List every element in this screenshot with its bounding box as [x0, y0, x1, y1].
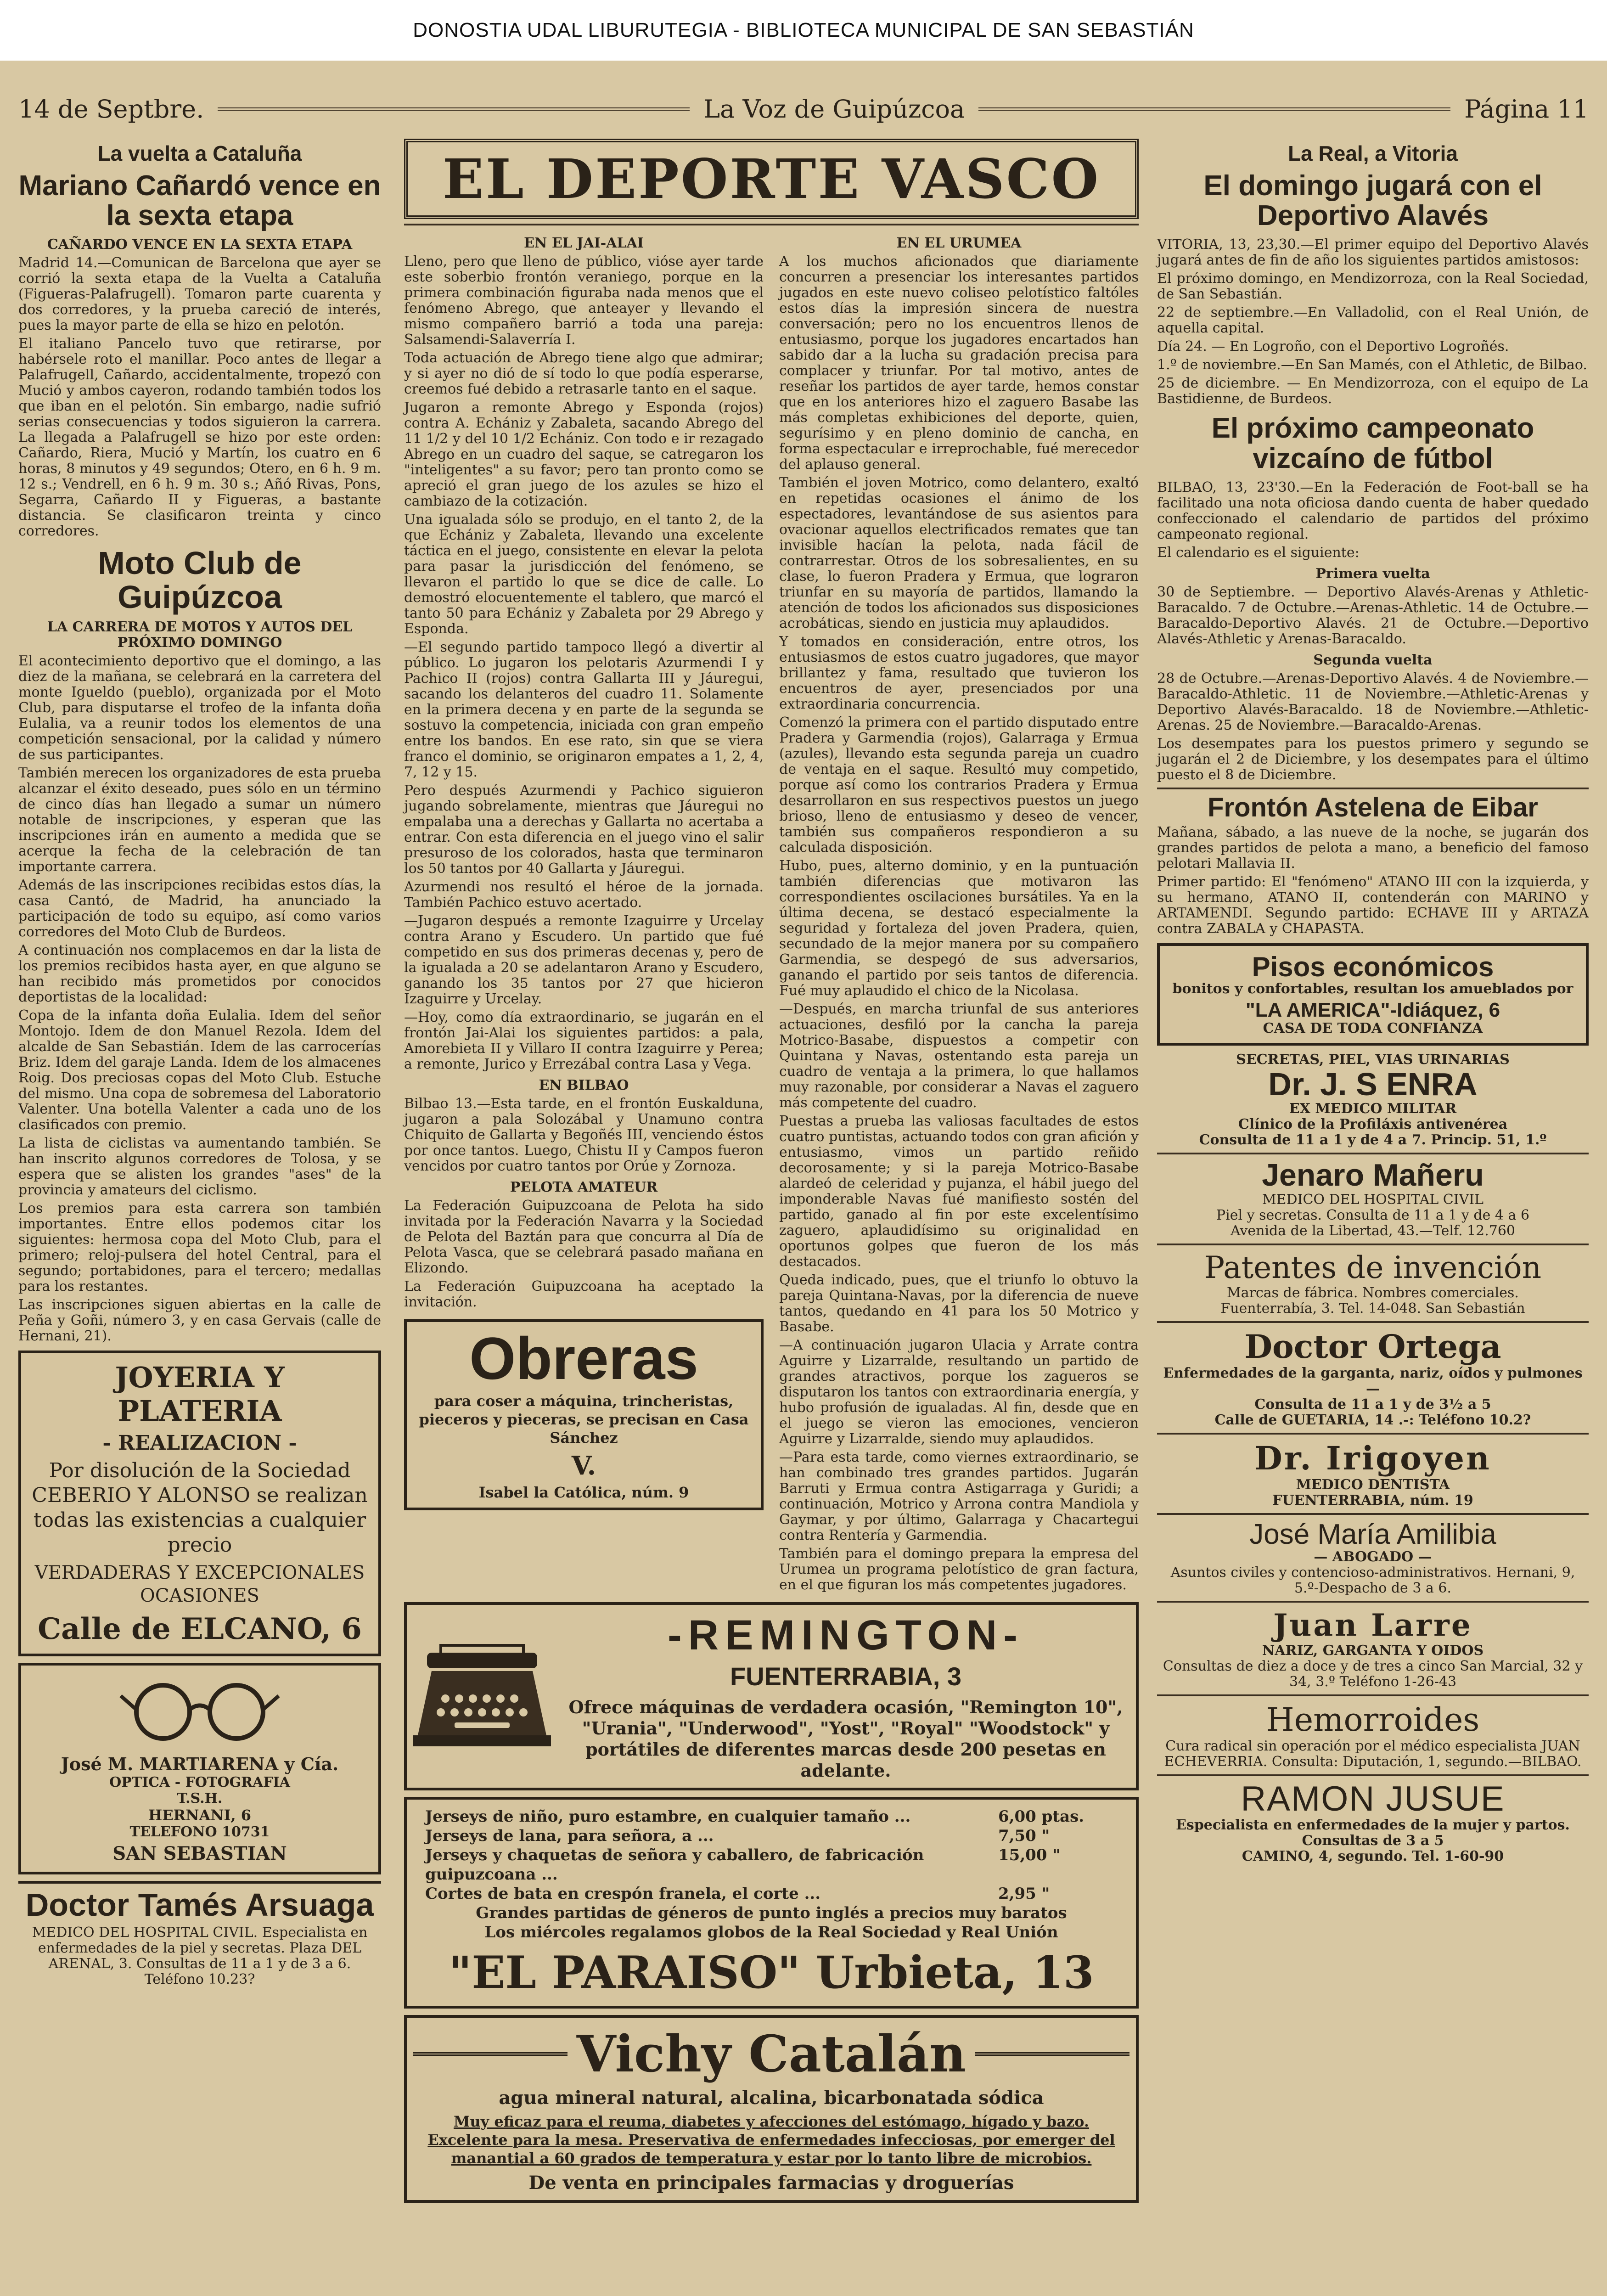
ortega-line: Calle de GUETARIA, 14 .-: Teléfono 10.2? — [1214, 1412, 1531, 1428]
header-date: 14 de Septbre. — [18, 94, 204, 124]
price-row — [425, 1807, 1118, 1826]
patentes-line: Marcas de fábrica. Nombres comerciales. — [1227, 1284, 1519, 1301]
vizcaino-paragraph: El calendario es el siguiente: — [1157, 544, 1360, 561]
remington-ad — [404, 1602, 1139, 1790]
enra-hours: Consulta de 11 a 1 y de 4 a 7. Princip. 51, 1.º — [1199, 1132, 1547, 1148]
bilbao-subhead: EN BILBAO — [539, 1077, 629, 1093]
amilibia-ad — [1157, 1519, 1589, 1596]
vichy-line: Excelente para la mesa. Preservativa de enfermedades infecciosas, por emerger del manantial a 60 grados de temperatura y estar por lo tanto libre de microbios. — [427, 2131, 1115, 2167]
urumea-paragraph: También el joven Motrico, como delantero, exaltó en repetidas ocasiones el ánimo de los espectadores, levantándose de sus asientos para ovacionar aquellos electrificados remates que tan invisible hacían la pelota, nada fácil de contrarrestar. Otros de los sobresalientes, en su clase, lo fueron Pradera y Ermua, que lograron triunfar en su mayoría de partidos, llamando la atención de todos los aficionados sus disposiciones acrobáticas, siendo en justicia muy aplaudidos. — [779, 475, 1139, 631]
ortega-line: Enfermedades de la garganta, nariz, oídos y pulmones — — [1163, 1365, 1583, 1397]
urumea-paragraph: Y tomados en consideración, entre otros, los entusiasmos de estos cuatro jugadores, que mayor brillantez y fama, resultado que tuvieron los encuentros de ayer, presenciados por una extraordinaria concurrencia. — [779, 634, 1139, 712]
jai-alai-paragraph: Una igualada sólo se produjo, en el tanto 2, de la que Echániz y Zabaleta, llevando una excelente táctica en el juego, consistente en elevar la pelota para pasar la jurisdicción del fenómeno, se llevaron el partido lo que se dice de calle. Lo demostró elocuentemente el tablero, que marcó el tanto 50 para Echániz y Zabaleta por 29 Abrego y Esponda. — [404, 512, 764, 637]
maneru-line: Avenida de la Libertad, 43.—Telf. 12.760 — [1230, 1222, 1516, 1239]
real-title: El domingo jugará con el Deportivo Alavés — [1203, 170, 1542, 232]
moto-paragraph: Los premios para esta carrera son también importantes. Entre ellos podemos citar los siguientes: hermosa copa del Moto Club, para el primero; reloj-pulsera del hotel Central, para el segundo; portabidones, para el tercero; medallas para los restantes. — [18, 1200, 381, 1295]
header-rule — [218, 107, 690, 111]
obreras-title: Obreras — [469, 1325, 698, 1392]
joyeria-title: JOYERIA Y PLATERIA — [115, 1361, 285, 1428]
maneru-line: Piel y secretas. Consulta de 11 a 1 y de 4 a 6 — [1216, 1207, 1530, 1223]
maneru-name: Jenaro Mañeru — [1262, 1158, 1484, 1193]
urumea-paragraph: A los muchos aficionados que diariamente concurren a presenciar los interesantes partidos jugados en este nuevo coliseo pelotístico faltóles estos días la impresión sincera de nuestra conversación; pero no los encuentros llenos de entusiasmo, porque los jugadores encartados han sabido dar a la lucha su gradación precisa para complacer y triunfar. Por tal motivo, antes de reseñar los partidos de ayer tarde, hemos constar que en los anteriores hizo el zaguero Basabe las más completas exhibiciones del deporte, quien, segurísimo y en pleno dominio de cancha, en forma espectacular e irreprochable, fué merecedor del aplauso general. — [779, 253, 1139, 473]
optica-trade: OPTICA - FOTOGRAFIA — [109, 1774, 290, 1791]
bilbao-paragraph: Bilbao 13.—Esta tarde, en el frontón Euskalduna, jugaron a pala Solozábal y Unamuno contra Chiquito de Gallarta y Begoñés III, venciendo éstos por once tantos. Luego, Chistu II y Campos fueron vencidos por cuatro tantos por Orúe y Zornoza. — [404, 1096, 764, 1174]
eibar-title: Frontón Astelena de Eibar — [1208, 792, 1538, 822]
jai-alai-paragraph: Toda actuación de Abrego tiene algo que admirar; y si ayer no dió de sí todo lo que podía esperarse, creemos fué debido a retrasarle tanto en el saque. — [404, 350, 764, 397]
vizcaino-paragraph: BILBAO, 13, 23'30.—En la Federación de Foot-ball se ha facilitado una nota oficiosa dando cuenta de haber quedado confeccionado el calendario de partidos del próximo campeonato regional. — [1157, 479, 1589, 542]
vichy-line: Muy eficaz para el reuma, diabetes y afecciones del estómago, hígado y bazo. — [453, 2113, 1090, 2130]
divider — [1157, 1513, 1589, 1515]
jai-alai-paragraph: Jugaron a remonte Abrego y Esponda (rojos) contra A. Echániz y Zabaleta, sacando Abrego del 11 1/2 y del 10 1/2 Echániz. Con todo e ir rezagado Abrego en un cuadro del saque, se catregaron los "inteligentes" a su favor; pero tan pronto como se apreció el gran juego de los azules se hizo el cambiazo de la cotización. — [404, 400, 764, 509]
price-item: Jerseys de niño, puro estambre, en cualquier tamaño ... — [425, 1807, 911, 1826]
hemorroides-ad — [1157, 1701, 1589, 1770]
vichy-ad — [404, 2015, 1139, 2203]
pisos-ad — [1157, 943, 1589, 1046]
moto-paragraph: Además de las inscripciones recibidas estos días, la casa Cantó, de Madrid, ha anunciado la participación de todo su equipo, así como varios corredores del Moto Club de Burdeos. — [18, 877, 381, 940]
irigoyen-ad — [1157, 1439, 1589, 1508]
maneru-line: MEDICO DEL HOSPITAL CIVIL — [1262, 1191, 1484, 1208]
moto-paragraph: A continuación nos complacemos en dar la lista de los premios recibidos hasta ayer, en que alguno se han recibido más prometidos por conocidos deportistas de la localidad: — [18, 942, 381, 1006]
amateur-paragraph: La Federación Guipuzcoana ha aceptado la invitación. — [404, 1278, 764, 1310]
urumea-paragraph: Comenzó la primera con el partido disputado entre Pradera y Garmendia (rojos), Galarraga y Ermua (azules), llevando esta segunda pareja un cuadro de ventaja en el saque. Resultó muy competido, porque así como los contrarios Pradera y Ermua desarrollaron en sus respectivos puestos un juego brioso, lleno de entusiasmo y deseo de vencer, también sus compañeros respondieron a su calculada disposición. — [779, 715, 1139, 855]
price-row — [425, 1846, 1118, 1884]
vizcaino-fixtures: 30 de Septiembre. — Deportivo Alavés-Arenas y Athletic-Baracaldo. 7 de Octubre.—Arenas-Athletic. 14 de Octubre.—Baracaldo-Deportivo Alavés. 21 de Octubre.—Deportivo Alavés-Athletic y Arenas-Baracaldo. — [1157, 584, 1589, 647]
pisos-name: "LA AMERICA"-Idiáquez, 6 — [1245, 998, 1500, 1021]
maneru-ad — [1157, 1159, 1589, 1238]
pisos-body: bonitos y confortables, resultan los amueblados por — [1172, 980, 1573, 997]
urumea-paragraph: Puestas a prueba las valiosas facultades de estos cuatro puntistas, actuando todos con gran afición y entusiasmo, vimos un partido reñido decorosamente; y si la pareja Motrico-Basabe alardeó de celeridad y pujanza, el hábil juego del imponderable Navas fué manifiesto sostén del partido, ganado al fin por este excelentísimo zaguero, aplaudidísimo su originalidad en oportunos golpes que fueron de los más destacados. — [779, 1113, 1139, 1270]
urumea-paragraph: Queda indicado, pues, que el triunfo lo obtuvo la pareja Quintana-Navas, por la diferencia de nueve tantos, quedando en 41 para los 50 Motrico y Basabe. — [779, 1272, 1139, 1335]
vizcaino-subhead: Segunda vuelta — [1313, 652, 1433, 668]
joyeria-subtitle: - REALIZACION - — [102, 1431, 297, 1455]
paraiso-gift: Los miércoles regalamos globos de la Real Sociedad y Real Unión — [484, 1923, 1058, 1941]
jusue-ad — [1157, 1781, 1589, 1864]
real-paragraph: 22 de septiembre.—En Valladolid, con el Real Unión, de aquella capital. — [1157, 304, 1589, 337]
divider — [975, 2052, 1129, 2056]
price-row — [425, 1884, 1118, 1903]
amateur-paragraph: La Federación Guipuzcoana de Pelota ha sido invitada por la Federación Navarra y la Sociedad de Pelota del Baztán para que concurra al Día de Pelota Vasca, que se celebrará pasado mañana en Elizondo. — [404, 1198, 764, 1276]
tames-text: MEDICO DEL HOSPITAL CIVIL. Especialista en enfermedades de la piel y secretas. Plaza DEL ARENAL, 3. Consultas de 11 a 1 y de 3 a 6. Teléfono 10.23? — [32, 1924, 368, 1987]
optica-phone: TELEFONO 10731 — [129, 1824, 270, 1840]
moto-paragraph: La lista de ciclistas va aumentando también. Se han inscrito algunos corredores de Tolosa, y se espera que se alisten los grandes "ases" de la provincia y amateurs del ciclismo. — [18, 1135, 381, 1199]
urumea-paragraph: —Después, en marcha triunfal de sus anteriores actuaciones, desfiló por la cancha la pareja Motrico-Basabe, dispuestos a competir con Quintana y Navas, ostentando esta pareja un cuadro de ventaja a la primera, lo que hallamos muy razonable, por considerar a Navas el zaguero más competente del cuadro. — [779, 1001, 1139, 1111]
hemorroides-line: Cura radical sin operación por el médico especialista JUAN ECHEVERRIA. Consulta: Diputación, 1, segundo.—BILBAO. — [1164, 1738, 1582, 1770]
divider — [404, 224, 1139, 225]
optica-tsh: T.S.H. — [177, 1790, 223, 1807]
patentes-name: Patentes de invención — [1204, 1249, 1542, 1285]
paraiso-ad — [404, 1797, 1139, 2009]
amilibia-line: Asuntos civiles y contencioso-administrativos. Hernani, 9, 5.º-Despacho de 3 a 6. — [1170, 1564, 1575, 1596]
tames-ad — [18, 1881, 381, 1987]
remington-text-block — [562, 1611, 1129, 1781]
urumea-paragraph: También para el domingo prepara la empresa del Urumea un programa pelotístico de gran factura, en el que figuran los más competentes jugadores. — [779, 1546, 1139, 1593]
obreras-address: Isabel la Católica, núm. 9 — [478, 1484, 689, 1501]
archive-banner: DONOSTIA UDAL LIBURUTEGIA - BIBLIOTECA MUNICIPAL DE SAN SEBASTIÁN — [0, 0, 1607, 61]
pelota-columns — [404, 230, 1139, 1596]
patentes-line: Fuenterrabía, 3. Tel. 14-048. San Sebastián — [1220, 1300, 1525, 1317]
remington-title: -REMINGTON- — [668, 1612, 1024, 1659]
real-paragraph: 1.º de noviembre.—En San Mamés, con el Athletic, de Bilbao. — [1157, 357, 1587, 373]
moto-subhead: LA CARRERA DE MOTOS Y AUTOS DEL PRÓXIMO DOMINGO — [47, 619, 353, 651]
irigoyen-name: Dr. Irigoyen — [1254, 1439, 1491, 1477]
vizcaino-paragraph: Los desempates para los puestos primero y segundo se jugarán el 2 de Diciembre, y los desempates para el último puesto el 8 de Diciembre. — [1157, 735, 1589, 783]
moto-paragraph: También merecen los organizadores de esta prueba alcanzar el éxito deseado, pues sólo en un término de cinco días han llegado a sumar un número notable de inscripciones, y esperan que las inscripciones irán en aumento a medida que se acerque la fecha de la celebración de tan importante carrera. — [18, 765, 381, 875]
price-item: Jerseys de lana, para señora, a ... — [425, 1827, 714, 1845]
obreras-ad — [404, 1319, 764, 1510]
larre-line: NARIZ, GARGANTA Y OIDOS — [1262, 1642, 1484, 1659]
real-paragraph: El próximo domingo, en Mendizorroza, con la Real Sociedad, de San Sebastián. — [1157, 270, 1589, 303]
vichy-line: agua mineral natural, alcalina, bicarbonatada sódica — [499, 2087, 1044, 2109]
divider — [1157, 1774, 1589, 1776]
divider — [1157, 1321, 1589, 1323]
divider — [1157, 1694, 1589, 1696]
larre-ad — [1157, 1607, 1589, 1690]
column-center — [404, 139, 1139, 2209]
price-item: Jerseys y chaquetas de señora y caballero, de fabricación guipuzcoana ... — [425, 1846, 924, 1884]
vizcaino-title: El próximo campeonato vizcaíno de fútbol — [1211, 412, 1534, 474]
pisos-title: Pisos económicos — [1252, 951, 1494, 982]
divider — [1157, 788, 1589, 789]
urumea-paragraph: —A continuación jugaron Ulacia y Arrate contra Aguirre y Lizarralde, resultando un partido de grandes atractivos, porque los zagueros se disputaron los tantos con extraordinaria energía, y hubo profusión de igualadas. Al fin, desde que en el juego se vieron las emociones, vencieron Aguirre y Lizarralde, siendo muy aplaudidos. — [779, 1337, 1139, 1447]
jusue-name: RAMON JUSUE — [1241, 1779, 1505, 1818]
eibar-paragraph: Primer partido: El "fenómeno" ATANO III con la izquierda, y su hermano, ATANO II, contenderán con MARINO y ARTAMENDI. Segundo partido: ECHAVE III y ARTAZA contra ZABALA y CHAPASTA. — [1157, 873, 1589, 937]
irigoyen-line: FUENTERRABIA, núm. 19 — [1272, 1492, 1473, 1508]
divider — [1157, 1153, 1589, 1154]
moto-title: Moto Club de Guipúzcoa — [98, 545, 302, 615]
deporte-vasco-title: EL DEPORTE VASCO — [442, 147, 1101, 211]
price-value: 7,50 " — [998, 1827, 1050, 1845]
amilibia-line: — ABOGADO — — [1314, 1548, 1432, 1565]
patentes-ad — [1157, 1250, 1589, 1317]
jai-alai-paragraph: Lleno, pero que lleno de público, vióse ayer tarde este soberbio frontón veraniego, porque en la primera combinación figuraba nada menos que el fenómeno Abrego, que anteayer y llevando el mismo compañero barrió a toda una pareja: Salsamendi-Salaverría I. — [404, 253, 764, 348]
enra-specialty: SECRETAS, PIEL, VIAS URINARIAS — [1236, 1051, 1510, 1068]
ortega-ad — [1157, 1328, 1589, 1428]
price-value: 6,00 ptas. — [998, 1807, 1084, 1826]
vizcaino-fixtures: 28 de Octubre.—Arenas-Deportivo Alavés. 4 de Noviembre.—Baracaldo-Athletic. 11 de Noviembre.—Athletic-Arenas y Deportivo Alavés-Baracaldo. 18 de Noviembre.—Athletic-Arenas. 25 de Noviembre.—Baracaldo-Arenas. — [1157, 670, 1589, 733]
pelota-left-column — [404, 230, 764, 1596]
pisos-tagline: CASA DE TODA CONFIANZA — [1263, 1020, 1483, 1036]
jai-alai-paragraph: —Jugaron después a remonte Izaguirre y Urcelay contra Arano y Escudero. Un partido que fué competido en sus dos primeras decenas y, pero de la igualada a 20 se adelantaron Arano y Escudero, ganando los 35 tantos por 27 que hicieron Izaguirre y Urcelay. — [404, 913, 764, 1007]
urumea-paragraph: —Para esta tarde, como viernes extraordinario, se han combinado tres grandes partidos. Jugarán Barruti y Ermua contra Astigarraga y Guridi; a continuación, Motrico y Arrona contra Mandiola y Gaymar, y por último, Galarraga y Chacartegui contra Rentería y Garmendia. — [779, 1449, 1139, 1543]
obreras-body: para coser a máquina, trincheristas, pieceros y pieceras, se precisan en Casa Sánchez — [419, 1392, 749, 1446]
pelota-right-column — [779, 230, 1139, 1596]
urumea-subhead: EN EL URUMEA — [896, 235, 1022, 251]
real-kicker: La Real, a Vitoria — [1288, 141, 1458, 165]
vichy-title-row — [413, 2024, 1129, 2083]
joyeria-ad — [18, 1351, 381, 1656]
jai-alai-paragraph: —El segundo partido tampoco llegó a divertir al público. Lo jugaron los pelotaris Azurmendi I y Pachico II (rojos) contra Gallarta III y Jáuregui, sacando los delanteros del cuadro 11. Solamente en la primera decena y en parte de la segunda se sostuvo la competencia, iniciada con gran empeño entre los bandos. En ese rato, sin que se viera franco el dominio, se originaron empates a 1, 2, 4, 7, 12 y 15. — [404, 639, 764, 780]
header-page: Página 11 — [1464, 94, 1589, 124]
deporte-vasco-masthead — [404, 139, 1139, 219]
optica-name: José M. MARTIARENA y Cía. — [61, 1754, 339, 1775]
divider — [1157, 1244, 1589, 1245]
ortega-line: Consulta de 11 a 1 y de 3½ a 5 — [1254, 1396, 1491, 1412]
hemorroides-name: Hemorroides — [1266, 1700, 1480, 1739]
moto-prize-list: Copa de la infanta doña Eulalia. Idem del señor Montojo. Idem de don Manuel Rezola. Idem del alcalde de San Sebastián. Idem de las carrocerías Briz. Idem del garaje Landa. Idem de los almacenes Roig. Dos preciosas copas del Moto Club. Estuche del mismo. Una copa de sobremesa del Laboratorio Valenter. Una botella Valenter a cada uno de los clasificados con premio. — [18, 1007, 381, 1133]
larre-line: Consultas de diez a doce y de tres a cinco San Marcial, 32 y 34, 3.º Teléfono 1-26-43 — [1163, 1658, 1583, 1690]
irigoyen-line: MEDICO DENTISTA — [1296, 1476, 1450, 1493]
paraiso-name: "EL PARAISO" Urbieta, 13 — [449, 1947, 1094, 1998]
jusue-line: Especialista en enfermedades de la mujer y partos. Consultas de 3 a 5 — [1176, 1817, 1570, 1849]
newspaper-page — [0, 61, 1607, 2296]
real-paragraph: Día 24. — En Logroño, con el Deportivo Logroñés. — [1157, 338, 1509, 355]
jusue-line: CAMINO, 4, segundo. Tel. 1-60-90 — [1242, 1848, 1504, 1864]
spectacles-icon — [117, 1677, 282, 1746]
vichy-title: Vichy Catalán — [576, 2024, 966, 2083]
optica-city: SAN SEBASTIAN — [112, 1843, 287, 1865]
vichy-line: De venta en principales farmacias y droguerías — [528, 2172, 1014, 2194]
paraiso-price-list — [425, 1807, 1118, 1903]
page-header — [18, 88, 1589, 129]
cataluna-paragraph: El italiano Pancelo tuvo que retirarse, por habérsele roto el manillar. Poco antes de llegar a Palafrugell, Cañardo, accidentalmente, tropezó con Mució y ambos cayeron, rodando también todos los que iban en el pelotón. Sin embargo, nadie sufrió serias consecuencias y todos siguieron la carrera. La llegada a Palafrugell se hizo por este orden: Cañardo, Riera, Mució y Martín, los cuatro en 6 horas, 8 minutos y 49 segundos; Otero, en 6 h. 9 m. 12 s.; Vendrell, en 6 h. 9 m. 30 s.; Añó Rivas, Pons, Segarra, Cañardo II y Figueras, a bastante distancia. Se clasificaron treinta y cinco corredores. — [18, 336, 381, 540]
cataluna-paragraph: Madrid 14.—Comunican de Barcelona que ayer se corrió la sexta etapa de la Vuelta a Cataluña (Figueras-Palafrugell). Tomaron parte cuarenta y dos corredores, y la prueba careció de interés, pues la mayor parte de ella se hizo en pelotón. — [18, 255, 381, 334]
ortega-name: Doctor Ortega — [1244, 1327, 1501, 1366]
header-paper: La Voz de Guipúzcoa — [703, 94, 965, 124]
urumea-paragraph: Hubo, pues, alterno dominio, y en la puntuación también diferencias que motivaron las correspondientes oscilaciones bursátiles. Ya en la última decena, se destacó especialmente la seguridad y fortaleza del joven Pradera, quien, secundado de la mejor manera por su compañero Garmendia, se despegó de sus adversarios, ganando el partido por seis tantos de diferencia. Fué muy aplaudido el chico de la Nicolasa. — [779, 858, 1139, 999]
joyeria-body: Por disolución de la Sociedad CEBERIO Y ALONSO se realizan todas las existencias a cualquier precio — [32, 1459, 368, 1557]
cataluna-subhead: CAÑARDO VENCE EN LA SEXTA ETAPA — [47, 236, 353, 253]
tames-name: Doctor Tamés Arsuaga — [25, 1887, 374, 1923]
column-right — [1157, 139, 1589, 1864]
enra-ad — [1157, 1052, 1589, 1148]
column-left — [18, 139, 381, 1987]
eibar-paragraph: Mañana, sábado, a las nueve de la noche, se jugarán dos grandes partidos de pelota a mano, a beneficio del famoso pelotari Mallavia II. — [1157, 824, 1589, 872]
price-value: 15,00 " — [998, 1846, 1061, 1864]
divider — [1157, 1601, 1589, 1603]
price-value: 2,95 " — [998, 1885, 1050, 1903]
larre-name: Juan Larre — [1273, 1607, 1472, 1643]
jai-alai-paragraph: —Hoy, como día extraordinario, se jugarán en el frontón Jai-Alai los siguientes partidos: a pala, Amorebieta II y Villaro II contra Izaguirre y Perea; a remonte, Jurico y Errezábal contra Lasa y Vega. — [404, 1009, 764, 1072]
enra-clinic: Clínico de la Profiláxis antivenérea — [1238, 1116, 1508, 1133]
joyeria-offer: VERDADERAS Y EXCEPCIONALES OCASIONES — [34, 1562, 365, 1607]
header-rule — [978, 107, 1450, 111]
price-row — [425, 1826, 1118, 1846]
divider — [413, 2052, 568, 2056]
cataluna-title: Mariano Cañardó vence en la sexta etapa — [18, 170, 381, 232]
joyeria-address: Calle de ELCANO, 6 — [38, 1612, 362, 1647]
amilibia-name: José María Amilibia — [1249, 1518, 1496, 1550]
paraiso-note: Grandes partidas de géneros de punto inglés a precios muy baratos — [476, 1904, 1067, 1922]
optica-street: HERNANI, 6 — [148, 1806, 252, 1824]
moto-paragraph: Las inscripciones siguen abiertas en la calle de Peña y Goñi, número 3, y en casa Gervais (calle de Hernani, 21). — [18, 1297, 381, 1345]
vizcaino-subhead: Primera vuelta — [1315, 565, 1430, 582]
remington-address: FUENTERRABIA, 3 — [730, 1662, 962, 1691]
typewriter-icon — [413, 1643, 551, 1749]
amateur-subhead: PELOTA AMATEUR — [510, 1179, 658, 1195]
real-paragraph: VITORIA, 13, 23,30.—El primer equipo del Deportivo Alavés jugará antes de fin de año los siguientes partidos amistosos: — [1157, 236, 1589, 269]
enra-rank: EX MEDICO MILITAR — [1289, 1101, 1457, 1117]
divider — [1157, 1433, 1589, 1435]
real-paragraph: 25 de diciembre. — En Mendizorroza, con el equipo de La Bastidienne, de Burdeos. — [1157, 375, 1589, 407]
jai-alai-subhead: EN EL JAI-ALAI — [524, 235, 644, 251]
optica-ad — [18, 1663, 381, 1874]
cataluna-kicker: La vuelta a Cataluña — [97, 141, 302, 165]
price-item: Cortes de bata en crespón franela, el corte ... — [425, 1885, 821, 1903]
jai-alai-paragraph: Azurmendi nos resultó el héroe de la jornada. También Pachico estuvo acertado. — [404, 879, 764, 911]
enra-name: Dr. J. S ENRA — [1268, 1066, 1478, 1102]
moto-paragraph: El acontecimiento deportivo que el domingo, a las diez de la mañana, se celebrará en la carretera del monte Igueldo (pueblo), organizada por el Moto Club, para disputarse el trofeo de la infanta doña Eulalia, va a reunir todos los elementos de una competición sensacional, por la calidad y número de sus participantes. — [18, 653, 381, 763]
remington-body: Ofrece máquinas de verdadera ocasión, "Remington 10", "Urania", "Underwood", "Yost", "Royal" "Woodstock" y portátiles de diferentes marcas desde 200 pesetas en adelante. — [568, 1697, 1123, 1781]
obreras-mark: V. — [571, 1451, 596, 1481]
jai-alai-paragraph: Pero después Azurmendi y Pachico siguieron jugando sobrelamente, mientras que Jáuregui no empalaba una a derechas y Gallarta no acertaba a entrar. Con esta diferencia en el juego vino el salir presuroso de los colorados, hasta que terminaron los 50 tantos por 40 Gallarta y Jáuregui. — [404, 782, 764, 877]
